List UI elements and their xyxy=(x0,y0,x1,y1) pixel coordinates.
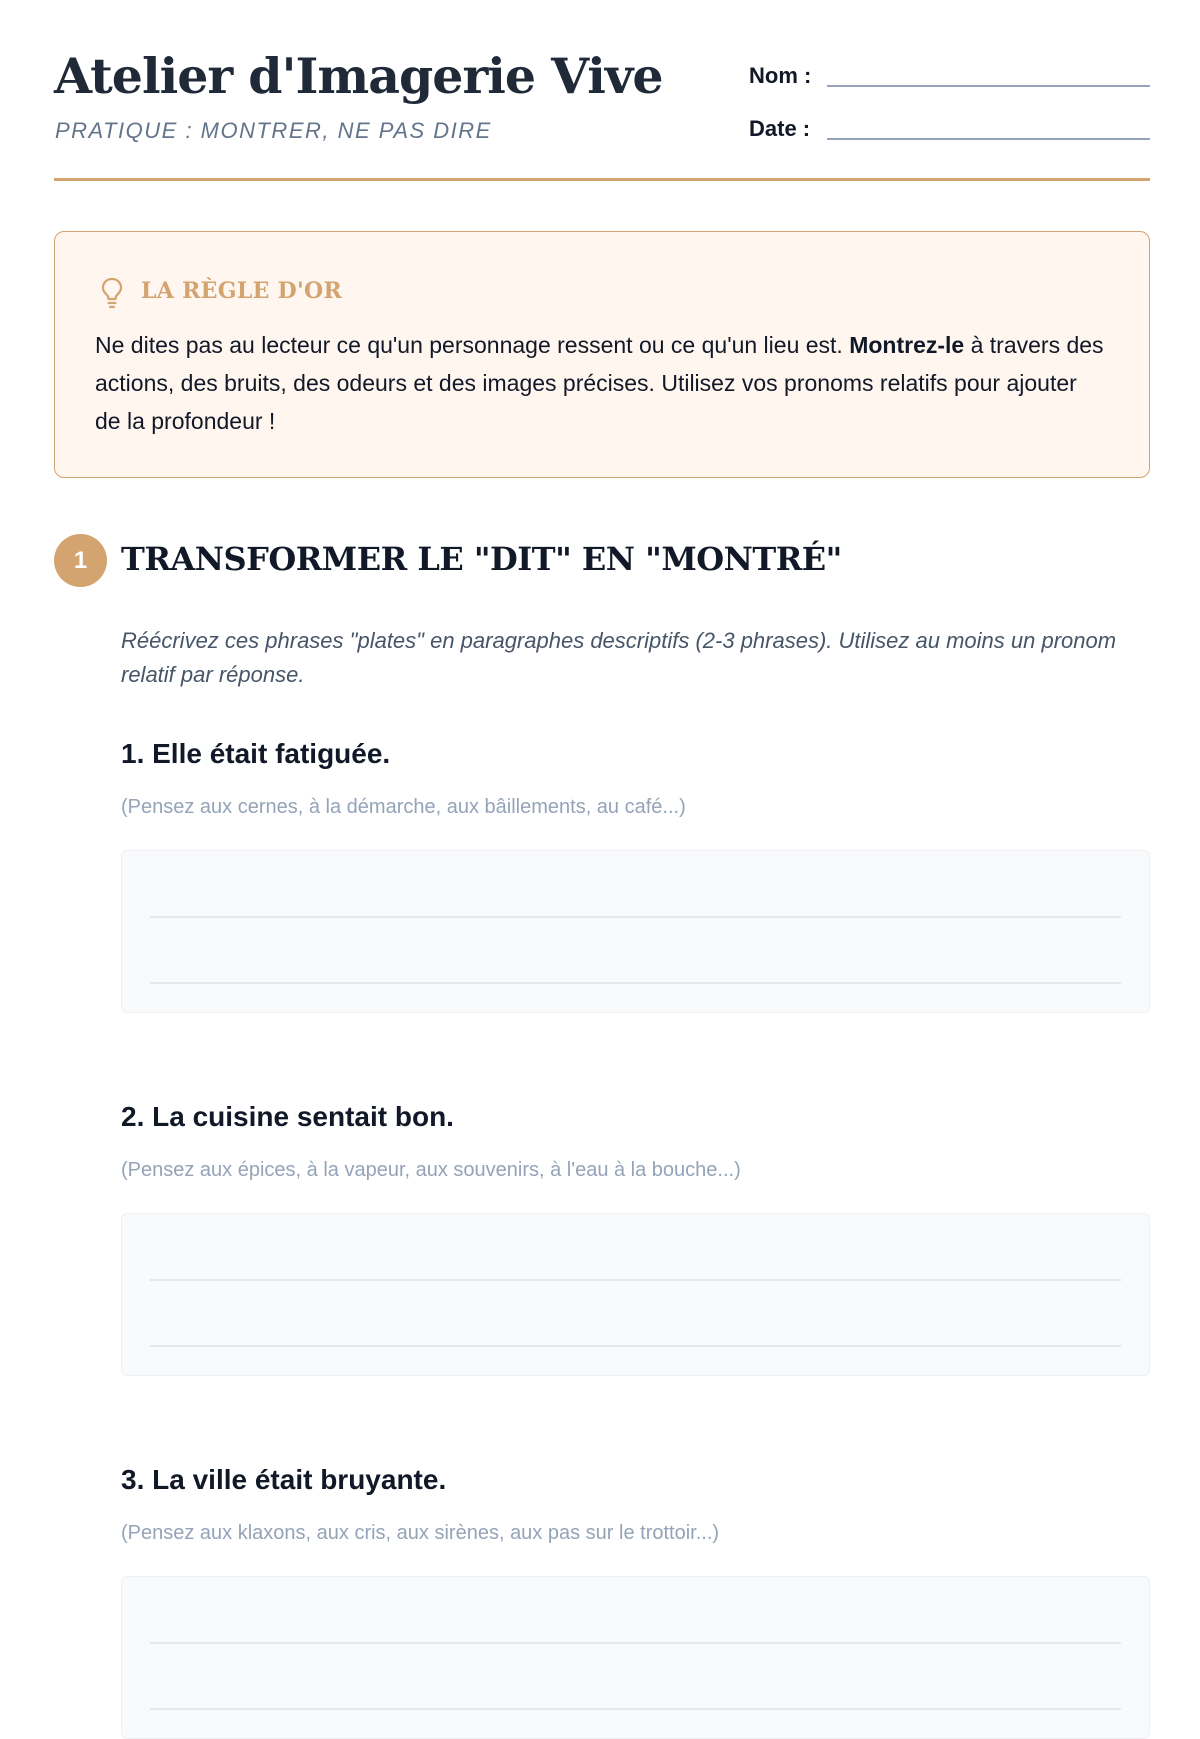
writing-line xyxy=(150,982,1121,984)
writing-line xyxy=(150,1708,1121,1710)
writing-line xyxy=(150,1642,1121,1644)
section-instructions: Réécrivez ces phrases "plates" en paragraphes descriptifs (2-3 phrases). Utilisez au moins un pronom relatif par réponse. xyxy=(121,628,1117,687)
worksheet xyxy=(54,0,1150,1544)
answer-box[interactable] xyxy=(121,1576,1150,1739)
exercise-question: 1. Elle était fatiguée. xyxy=(121,738,391,769)
rule-text-end: à travers des actions, des bruits, des odeurs et des images précises. Utilisez vos pronoms relatifs pour ajouter de la profondeur ! xyxy=(95,332,1104,434)
exercise-hint: (Pensez aux épices, à la vapeur, aux souvenirs, à l'eau à la bouche...) xyxy=(121,1159,741,1181)
exercise-hint: (Pensez aux cernes, à la démarche, aux bâillements, au café...) xyxy=(121,796,686,818)
exercise-hint: (Pensez aux klaxons, aux cris, aux sirènes, aux pas sur le trottoir...) xyxy=(121,1522,720,1544)
page-subtitle: PRATIQUE : MONTRER, NE PAS DIRE xyxy=(55,118,492,143)
golden-rule-title: LA RÈGLE D'OR xyxy=(141,278,343,304)
answer-box[interactable] xyxy=(121,850,1150,1013)
writing-line xyxy=(150,1279,1121,1281)
date-label: Date : xyxy=(749,116,811,141)
answer-box[interactable] xyxy=(121,1213,1150,1376)
name-label: Nom : xyxy=(749,63,812,88)
name-input-line[interactable] xyxy=(827,85,1150,87)
rule-text-emphasis: Montrez-le xyxy=(849,332,965,358)
exercise-question: 3. La ville était bruyante. xyxy=(121,1464,447,1495)
date-input-line[interactable] xyxy=(827,138,1150,140)
golden-rule-text xyxy=(95,326,1105,440)
rule-text-start: Ne dites pas au lecteur ce qu'un personnage ressent ou ce qu'un lieu est. xyxy=(95,332,850,358)
date-field-row xyxy=(749,108,1150,148)
worksheet-header xyxy=(54,0,1150,181)
golden-rule-box xyxy=(54,231,1150,478)
name-field-row xyxy=(749,55,1150,95)
section-title: TRANSFORMER LE "DIT" EN "MONTRÉ" xyxy=(121,540,842,578)
writing-line xyxy=(150,916,1121,918)
writing-line xyxy=(150,1345,1121,1347)
page-title: Atelier d'Imagerie Vive xyxy=(54,47,663,105)
exercise-question: 2. La cuisine sentait bon. xyxy=(121,1101,454,1132)
section-number-badge: 1 xyxy=(54,534,107,587)
lightbulb-icon xyxy=(99,276,125,310)
